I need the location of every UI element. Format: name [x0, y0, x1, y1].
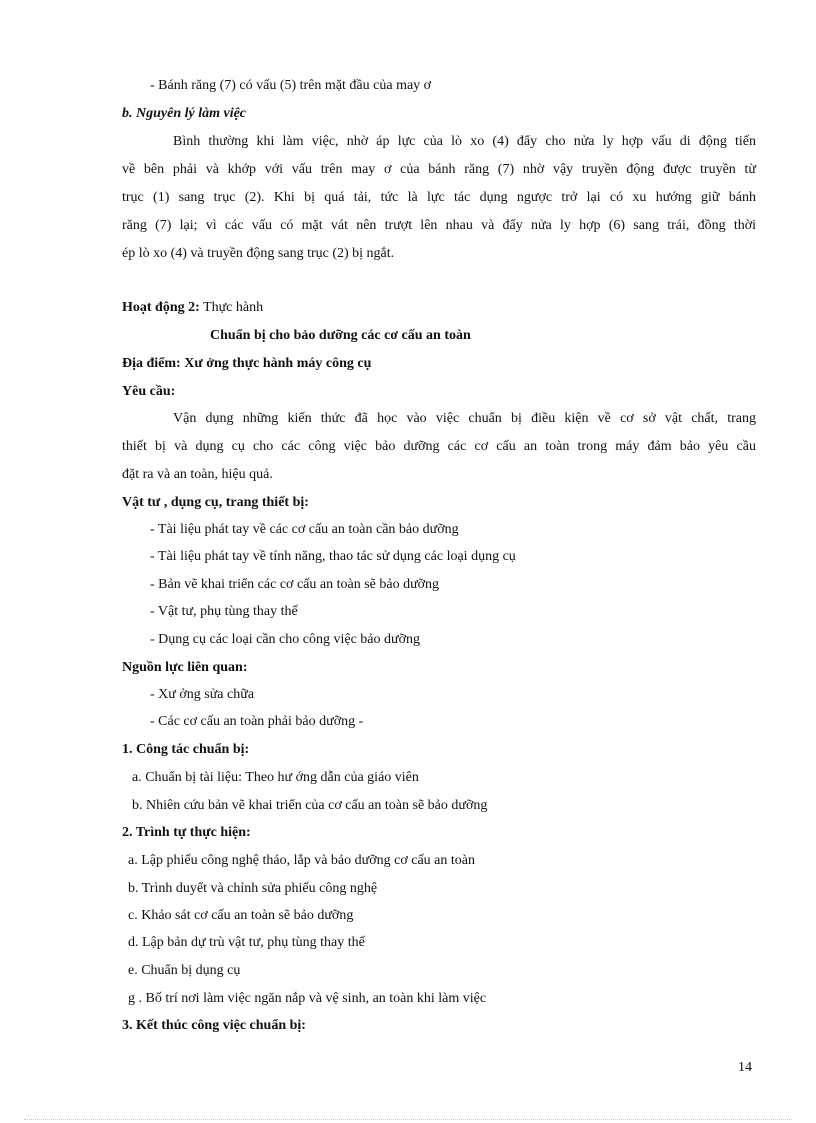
paragraph-line: thiết bị và dụng cụ cho các công việc bảo dưỡng các cơ cấu an toàn trong máy đảm bảo yêu cầu — [122, 439, 756, 454]
finish-heading: 3. Kết thúc công việc chuẩn bị: — [122, 1018, 306, 1033]
activity-title: Chuẩn bị cho bảo dưỡng các cơ cấu an toàn — [210, 328, 471, 343]
location-label: Địa điểm: — [122, 356, 181, 371]
section-b-heading: b. Nguyên lý làm việc — [122, 106, 247, 121]
location-line — [122, 354, 371, 374]
materials-heading: Vật tư , dụng cụ, trang thiết bị: — [122, 495, 309, 510]
sequence-heading: 2. Trình tự thực hiện: — [122, 825, 251, 840]
page-footer-divider — [24, 1119, 792, 1120]
activity-value: Thực hành — [203, 300, 264, 315]
list-item: a. Lập phiếu công nghệ tháo, lắp và bảo dưỡng cơ cấu an toàn — [128, 853, 475, 868]
resources-heading: Nguồn lực liên quan: — [122, 660, 248, 675]
list-item: - Các cơ cấu an toàn phải bảo dưỡng - — [150, 714, 364, 729]
list-item: b. Nhiên cứu bản vẽ khai triển của cơ cấu an toàn sẽ bảo dưỡng — [132, 798, 488, 813]
paragraph-line: Vận dụng những kiến thức đã học vào việc chuẩn bị điều kiện về cơ sở vật chất, trang — [173, 411, 756, 426]
paragraph-line: ép lò xo (4) và truyền động sang trục (2) bị ngắt. — [122, 246, 395, 261]
page-number: 14 — [738, 1060, 752, 1075]
requirements-heading: Yêu cầu: — [122, 384, 176, 399]
list-item: d. Lập bản dự trù vật tư, phụ tùng thay thế — [128, 935, 365, 950]
list-item: - Tài liệu phát tay về tính năng, thao tác sử dụng các loại dụng cụ — [150, 549, 516, 564]
list-item: a. Chuẩn bị tài liệu: Theo hư ớng dẫn của giáo viên — [132, 770, 419, 785]
list-item: - Vật tư, phụ tùng thay thế — [150, 604, 298, 619]
location-value: Xư ởng thực hành máy công cụ — [184, 356, 372, 371]
paragraph-line: trục (1) sang trục (2). Khi bị quá tải, tức là lực tác dụng ngược trở lại có xu hướng giữ bánh — [122, 190, 756, 205]
list-item: g . Bố trí nơi làm việc ngăn nắp và vệ sinh, an toàn khi làm việc — [128, 991, 487, 1006]
list-item: - Bản vẽ khai triển các cơ cấu an toàn sẽ bảo dưỡng — [150, 577, 440, 592]
list-item: e. Chuẩn bị dụng cụ — [128, 963, 241, 978]
paragraph-line: đặt ra và an toàn, hiệu quả. — [122, 467, 273, 482]
gear-bullet-line: - Bánh răng (7) có vấu (5) trên mặt đầu của may ơ — [150, 78, 432, 93]
list-item: - Dụng cụ các loại cần cho công việc bảo dưỡng — [150, 632, 420, 647]
prep-heading: 1. Công tác chuẩn bị: — [122, 742, 250, 757]
activity-label: Hoạt động 2: — [122, 300, 200, 315]
paragraph-line: răng (7) lại; vì các vấu có mặt vát nên trượt lên nhau và đẩy nửa ly hợp (6) sang trái, đồng thời — [122, 218, 756, 233]
list-item: c. Khảo sát cơ cấu an toàn sẽ bảo dưỡng — [128, 908, 354, 923]
paragraph-line: về bên phải và khớp với vấu trên may ơ của bánh răng (7) nhờ vậy truyền động được truyền từ — [122, 162, 756, 177]
list-item: b. Trình duyết và chỉnh sửa phiếu công nghệ — [128, 881, 378, 896]
paragraph-line: Bình thường khi làm việc, nhờ áp lực của lò xo (4) đẩy cho nửa ly hợp vấu di động tiến — [173, 134, 756, 149]
list-item: - Tài liệu phát tay về các cơ cấu an toàn cần bảo dưỡng — [150, 522, 459, 537]
activity-line — [122, 298, 263, 318]
list-item: - Xư ởng sửa chữa — [150, 687, 255, 702]
